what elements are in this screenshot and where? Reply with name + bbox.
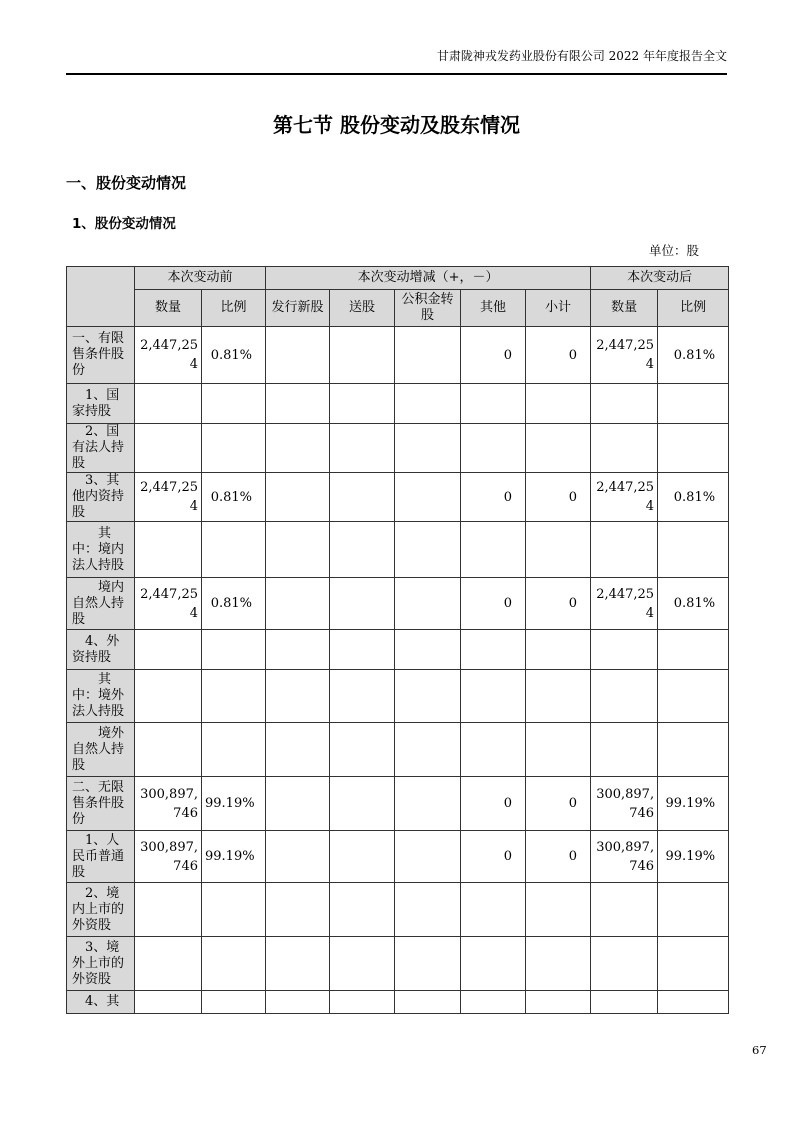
table-row bbox=[67, 883, 729, 937]
data-cell: 0.81% bbox=[202, 327, 266, 384]
data-cell: 2,447,254 bbox=[591, 327, 658, 384]
data-cell bbox=[395, 384, 461, 424]
data-cell bbox=[461, 424, 526, 473]
data-cell: 2,447,254 bbox=[135, 327, 202, 384]
data-cell bbox=[461, 883, 526, 937]
column-header: 小计 bbox=[526, 290, 591, 327]
table-row bbox=[67, 630, 729, 670]
share-change-table bbox=[66, 266, 729, 1014]
data-cell bbox=[591, 384, 658, 424]
data-cell bbox=[135, 384, 202, 424]
data-cell: 99.19% bbox=[202, 777, 266, 831]
data-cell bbox=[330, 384, 395, 424]
column-header: 发行新股 bbox=[266, 290, 330, 327]
data-cell bbox=[202, 883, 266, 937]
data-cell bbox=[202, 723, 266, 777]
data-cell bbox=[266, 991, 330, 1014]
data-cell bbox=[461, 670, 526, 723]
column-header: 比例 bbox=[202, 290, 266, 327]
data-cell bbox=[526, 384, 591, 424]
data-cell bbox=[135, 670, 202, 723]
data-cell bbox=[461, 630, 526, 670]
data-cell: 300,897,746 bbox=[135, 777, 202, 831]
data-cell bbox=[330, 473, 395, 522]
data-cell bbox=[395, 883, 461, 937]
data-cell bbox=[526, 991, 591, 1014]
data-cell bbox=[135, 883, 202, 937]
data-cell bbox=[202, 670, 266, 723]
data-cell bbox=[135, 937, 202, 991]
data-cell: 2,447,254 bbox=[591, 473, 658, 522]
data-cell bbox=[591, 522, 658, 578]
column-header: 公积金转股 bbox=[395, 290, 461, 327]
group-header-after: 本次变动后 bbox=[591, 267, 729, 290]
row-label: 其中：境内法人持股 bbox=[67, 522, 135, 578]
row-label: 4、其 bbox=[67, 991, 135, 1014]
row-label: 3、境外上市的外资股 bbox=[67, 937, 135, 991]
subsection-heading: 1、股份变动情况 bbox=[72, 216, 176, 232]
data-cell bbox=[461, 723, 526, 777]
data-cell: 300,897,746 bbox=[591, 777, 658, 831]
data-cell: 0 bbox=[461, 777, 526, 831]
data-cell bbox=[526, 723, 591, 777]
row-label: 2、国有法人持股 bbox=[67, 424, 135, 473]
data-cell bbox=[591, 723, 658, 777]
data-cell: 0 bbox=[461, 473, 526, 522]
data-cell bbox=[330, 723, 395, 777]
data-cell bbox=[526, 937, 591, 991]
column-header: 比例 bbox=[658, 290, 729, 327]
row-label: 3、其他内资持股 bbox=[67, 473, 135, 522]
data-cell: 300,897,746 bbox=[591, 831, 658, 883]
table-row bbox=[67, 327, 729, 384]
data-cell: 0.81% bbox=[202, 578, 266, 630]
data-cell bbox=[395, 991, 461, 1014]
group-header-before: 本次变动前 bbox=[135, 267, 266, 290]
data-cell bbox=[330, 991, 395, 1014]
data-cell bbox=[202, 522, 266, 578]
table-header-row-groups bbox=[67, 267, 729, 290]
data-cell bbox=[591, 670, 658, 723]
data-cell bbox=[395, 473, 461, 522]
data-cell bbox=[266, 424, 330, 473]
data-cell: 0 bbox=[526, 777, 591, 831]
table-row bbox=[67, 831, 729, 883]
data-cell bbox=[330, 578, 395, 630]
column-header: 数量 bbox=[591, 290, 658, 327]
data-cell bbox=[135, 630, 202, 670]
data-cell bbox=[330, 670, 395, 723]
data-cell bbox=[591, 991, 658, 1014]
data-cell bbox=[266, 522, 330, 578]
data-cell bbox=[266, 831, 330, 883]
data-cell bbox=[330, 424, 395, 473]
data-cell: 0 bbox=[461, 578, 526, 630]
column-header: 送股 bbox=[330, 290, 395, 327]
data-cell: 99.19% bbox=[658, 777, 729, 831]
data-cell bbox=[461, 384, 526, 424]
data-cell bbox=[330, 327, 395, 384]
table-body bbox=[67, 327, 729, 1014]
data-cell: 300,897,746 bbox=[135, 831, 202, 883]
data-cell bbox=[135, 424, 202, 473]
data-cell: 99.19% bbox=[202, 831, 266, 883]
unit-label: 单位：股 bbox=[648, 243, 699, 258]
data-cell bbox=[330, 630, 395, 670]
data-cell bbox=[395, 777, 461, 831]
data-cell bbox=[202, 630, 266, 670]
data-cell bbox=[461, 991, 526, 1014]
data-cell bbox=[591, 937, 658, 991]
data-cell bbox=[658, 937, 729, 991]
data-cell bbox=[658, 424, 729, 473]
row-label: 1、人民币普通股 bbox=[67, 831, 135, 883]
data-cell bbox=[266, 937, 330, 991]
data-cell bbox=[461, 522, 526, 578]
row-label: 境外自然人持股 bbox=[67, 723, 135, 777]
data-cell: 2,447,254 bbox=[135, 578, 202, 630]
table-row bbox=[67, 578, 729, 630]
data-cell bbox=[266, 630, 330, 670]
data-cell bbox=[526, 670, 591, 723]
data-cell: 99.19% bbox=[658, 831, 729, 883]
data-cell: 0 bbox=[526, 831, 591, 883]
table-row bbox=[67, 384, 729, 424]
table-header-row-columns bbox=[67, 290, 729, 327]
document-header: 甘肃陇神戎发药业股份有限公司 2022 年年度报告全文 bbox=[436, 49, 727, 63]
data-cell bbox=[658, 670, 729, 723]
data-cell: 0 bbox=[461, 831, 526, 883]
header-rule bbox=[66, 73, 727, 75]
data-cell bbox=[395, 424, 461, 473]
data-cell bbox=[266, 327, 330, 384]
page-number: 67 bbox=[752, 1043, 767, 1057]
data-cell bbox=[202, 424, 266, 473]
data-cell bbox=[330, 937, 395, 991]
column-header: 数量 bbox=[135, 290, 202, 327]
data-cell: 0.81% bbox=[658, 473, 729, 522]
data-cell bbox=[658, 384, 729, 424]
data-cell: 2,447,254 bbox=[135, 473, 202, 522]
row-label: 4、外资持股 bbox=[67, 630, 135, 670]
data-cell bbox=[658, 723, 729, 777]
data-cell: 0.81% bbox=[658, 578, 729, 630]
data-cell bbox=[330, 522, 395, 578]
data-cell bbox=[330, 831, 395, 883]
data-cell: 2,447,254 bbox=[591, 578, 658, 630]
data-cell: 0.81% bbox=[658, 327, 729, 384]
data-cell bbox=[395, 831, 461, 883]
data-cell bbox=[591, 630, 658, 670]
row-label: 2、境内上市的外资股 bbox=[67, 883, 135, 937]
data-cell bbox=[658, 991, 729, 1014]
data-cell: 0.81% bbox=[202, 473, 266, 522]
data-cell bbox=[658, 522, 729, 578]
data-cell bbox=[526, 424, 591, 473]
data-cell bbox=[526, 522, 591, 578]
row-label: 境内自然人持股 bbox=[67, 578, 135, 630]
data-cell bbox=[526, 883, 591, 937]
table-row bbox=[67, 424, 729, 473]
data-cell bbox=[395, 723, 461, 777]
row-label: 1、国家持股 bbox=[67, 384, 135, 424]
table-row bbox=[67, 937, 729, 991]
data-cell bbox=[591, 883, 658, 937]
corner-header-cell bbox=[67, 267, 135, 327]
row-label: 二、无限售条件股份 bbox=[67, 777, 135, 831]
data-cell bbox=[135, 991, 202, 1014]
data-cell: 0 bbox=[526, 473, 591, 522]
data-cell bbox=[395, 630, 461, 670]
data-cell bbox=[330, 883, 395, 937]
data-cell bbox=[395, 937, 461, 991]
data-cell: 0 bbox=[526, 578, 591, 630]
data-cell bbox=[658, 630, 729, 670]
table-row bbox=[67, 670, 729, 723]
data-cell bbox=[395, 670, 461, 723]
data-cell bbox=[266, 777, 330, 831]
section-heading: 一、股份变动情况 bbox=[66, 174, 187, 192]
data-cell bbox=[266, 723, 330, 777]
data-cell bbox=[395, 578, 461, 630]
row-label: 其中：境外法人持股 bbox=[67, 670, 135, 723]
data-cell bbox=[330, 777, 395, 831]
data-cell: 0 bbox=[526, 327, 591, 384]
data-cell bbox=[202, 991, 266, 1014]
table-row bbox=[67, 522, 729, 578]
page-title: 第七节 股份变动及股东情况 bbox=[273, 113, 520, 137]
data-cell bbox=[266, 473, 330, 522]
data-cell bbox=[658, 883, 729, 937]
data-cell bbox=[266, 384, 330, 424]
data-cell bbox=[591, 424, 658, 473]
column-header: 其他 bbox=[461, 290, 526, 327]
table-row bbox=[67, 777, 729, 831]
data-cell bbox=[135, 522, 202, 578]
table-row bbox=[67, 723, 729, 777]
data-cell bbox=[461, 937, 526, 991]
data-cell bbox=[135, 723, 202, 777]
data-cell bbox=[266, 670, 330, 723]
data-cell: 0 bbox=[461, 327, 526, 384]
data-cell bbox=[266, 883, 330, 937]
table-row bbox=[67, 991, 729, 1014]
data-cell bbox=[526, 630, 591, 670]
table-row bbox=[67, 473, 729, 522]
data-cell bbox=[202, 384, 266, 424]
data-cell bbox=[395, 327, 461, 384]
data-cell bbox=[202, 937, 266, 991]
group-header-change: 本次变动增减（+，－） bbox=[266, 267, 591, 290]
data-cell bbox=[395, 522, 461, 578]
data-cell bbox=[266, 578, 330, 630]
row-label: 一、有限售条件股份 bbox=[67, 327, 135, 384]
